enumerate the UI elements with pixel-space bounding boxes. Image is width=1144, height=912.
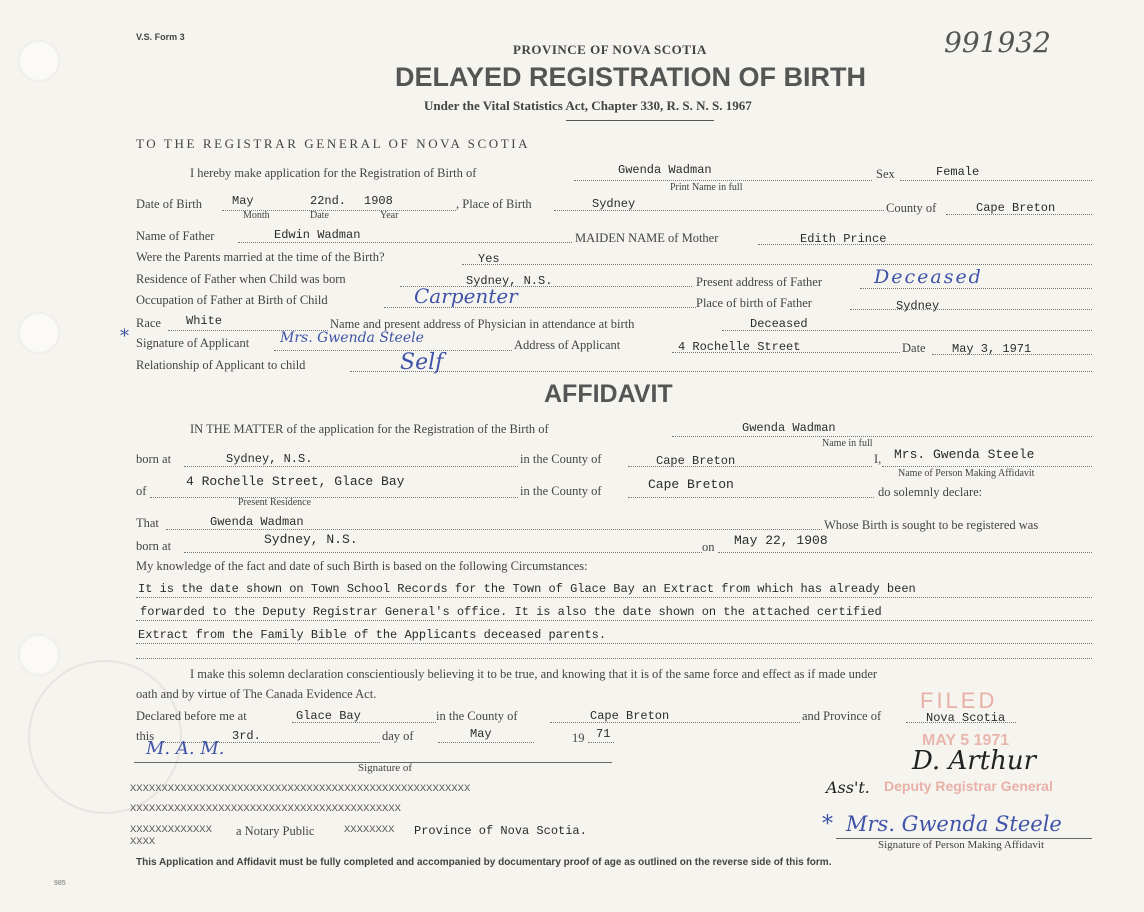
struck-line-1: XXXXXXXXXXXXXXXXXXXXXXXXXXXXXXXXXXXXXXXXXXXXXXXXXXXXXX (130, 783, 471, 795)
day-value: 3rd. (232, 729, 261, 743)
sex-label: Sex (876, 167, 895, 181)
present-address-label: Present address of Father (696, 275, 823, 289)
province-label: and Province of (802, 709, 882, 723)
form-number: V.S. Form 3 (136, 32, 185, 42)
date-label: Date (902, 341, 926, 355)
applicant-address-value: 4 Rochelle Street (678, 340, 801, 354)
married-label: Were the Parents married at the time of the Birth? (136, 250, 385, 264)
whose-birth-label: Whose Birth is sought to be registered was (824, 518, 1039, 532)
county-value: Cape Breton (976, 201, 1056, 215)
county-of-label-2: in the County of (520, 484, 602, 498)
married-value: Yes (478, 252, 500, 266)
province-heading: PROVINCE OF NOVA SCOTIA (513, 42, 707, 57)
county-value-4: Cape Breton (590, 709, 670, 723)
mother-label: MAIDEN NAME of Mother (575, 231, 719, 245)
deputy-signature: D. Arthur (912, 746, 1037, 776)
circumstance-line-3: Extract from the Family Bible of the Applicants deceased parents. (138, 628, 607, 642)
form-title: DELAYED REGISTRATION OF BIRTH (395, 62, 867, 92)
filed-stamp-deputy: Deputy Registrar General (884, 778, 1053, 794)
declare-label: do solemnly declare: (878, 485, 983, 499)
this-label: this (136, 729, 155, 743)
deponent-asterisk: * (822, 812, 833, 837)
year-value: 71 (596, 727, 611, 741)
apply-label: I hereby make application for the Registration of Birth of (190, 166, 477, 180)
month-value: May (470, 727, 492, 741)
signature-label: Signature of Applicant (136, 336, 250, 350)
notary-signature: M. A. M. (146, 738, 225, 759)
applicant-signature: Mrs. Gwenda Steele (280, 330, 424, 346)
applicant-address-label: Address of Applicant (514, 338, 621, 352)
deponent-caption: Name of Person Making Affidavit (898, 468, 1035, 479)
matter-label: IN THE MATTER of the application for the Registration of the Birth of (190, 422, 549, 436)
to-registrar-line: TO THE REGISTRAR GENERAL OF NOVA SCOTIA (136, 136, 531, 151)
born-at-label-2: born at (136, 539, 172, 553)
application-date-value: May 3, 1971 (952, 342, 1032, 356)
race-value: White (186, 314, 223, 328)
born-at-label: born at (136, 452, 172, 466)
residence-caption: Present Residence (238, 497, 312, 508)
subtitle-rule (566, 120, 714, 121)
that-name-value: Gwenda Wadman (210, 515, 304, 529)
physician-label: Name and present address of Physician in attendance at birth (330, 317, 635, 331)
occupation-label: Occupation of Father at Birth of Child (136, 293, 328, 307)
father-birthplace-label: Place of birth of Father (696, 296, 812, 310)
struck-line-3: XXXXXXXXXXXXX (130, 824, 212, 836)
filed-stamp-date: MAY 5 1971 (922, 732, 1010, 749)
sex-value: Female (936, 165, 980, 179)
dob-label: Date of Birth (136, 197, 202, 211)
deponent-signature: Mrs. Gwenda Steele (846, 812, 1062, 836)
notary-public-label: a Notary Public (236, 824, 315, 838)
i-label: I, (874, 452, 882, 466)
affidavit-heading: AFFIDAVIT (544, 380, 673, 408)
occupation-value: Carpenter (414, 284, 518, 308)
county-value-2: Cape Breton (656, 454, 736, 468)
residence-label: Residence of Father when Child was born (136, 272, 346, 286)
present-address-value: Deceased (874, 266, 983, 288)
affidavit-name-value: Gwenda Wadman (742, 421, 836, 435)
race-label: Race (136, 316, 161, 330)
on-label: on (702, 540, 715, 554)
struck-line-2: XXXXXXXXXXXXXXXXXXXXXXXXXXXXXXXXXXXXXXXXXXX (130, 803, 401, 815)
date-caption: Date (310, 210, 329, 221)
name-caption: Name in full (822, 438, 873, 449)
year-caption: Year (380, 210, 399, 221)
deponent-value: Mrs. Gwenda Steele (894, 447, 1035, 462)
circumstance-line-2: forwarded to the Deputy Registrar General's office. It is also the date shown on the attached certified (140, 605, 882, 619)
solemn-line-1: I make this solemn declaration conscientiously believing it to be true, and knowing that it is of the same force and effect as if made under (190, 667, 878, 681)
year-prefix: 19 (572, 731, 585, 745)
child-name-value: Gwenda Wadman (618, 163, 712, 177)
solemn-line-2: oath and by virtue of The Canada Evidence Act. (136, 687, 377, 701)
print-name-caption: Print Name in full (670, 182, 743, 193)
county-of-label-3: in the County of (436, 709, 518, 723)
place-label: , Place of Birth (456, 197, 532, 211)
punch-hole-middle (18, 312, 60, 354)
relationship-label: Relationship of Applicant to child (136, 358, 306, 372)
county-value-3: Cape Breton (648, 477, 734, 492)
born-at-value: Sydney, N.S. (226, 452, 313, 466)
dob-month-value: May (232, 194, 254, 208)
born-at-value-2: Sydney, N.S. (264, 532, 358, 547)
notary-province: Province of Nova Scotia. (414, 824, 587, 838)
month-caption: Month (243, 210, 270, 221)
mother-value: Edith Prince (800, 232, 887, 246)
that-label: That (136, 516, 159, 530)
father-label: Name of Father (136, 229, 215, 243)
form-subtitle: Under the Vital Statistics Act, Chapter 330, R. S. N. S. 1967 (424, 98, 752, 113)
declared-place-value: Glace Bay (296, 709, 361, 723)
filed-stamp: FILED (920, 688, 998, 713)
signature-of-label: Signature of (358, 762, 413, 774)
asst-label: Ass't. (826, 778, 870, 797)
dob-year-value: 1908 (364, 194, 393, 208)
relationship-value: Self (400, 350, 444, 375)
father-value: Edwin Wadman (274, 228, 361, 242)
punch-hole-bottom (18, 634, 60, 676)
footer-code: 985 (54, 880, 66, 887)
province-value: Nova Scotia (926, 711, 1006, 725)
footer-note: This Application and Affidavit must be fully completed and accompanied by documentary proof of age as outlined on the reverse side of this form. (136, 857, 832, 868)
deponent-signature-caption: Signature of Person Making Affidavit (878, 839, 1044, 851)
struck-line-4: XXXXXXXX (344, 824, 395, 836)
declared-label: Declared before me at (136, 709, 247, 723)
punch-hole-top (18, 40, 60, 82)
on-date-value: May 22, 1908 (734, 533, 828, 548)
county-of-label: in the County of (520, 452, 602, 466)
county-label: County of (886, 201, 937, 215)
physician-value: Deceased (750, 317, 808, 331)
circumstance-line-1: It is the date shown on Town School Records for the Town of Glace Bay an Extract from which has already been (138, 582, 916, 596)
place-value: Sydney (592, 197, 636, 211)
struck-line-5: XXXX (130, 836, 156, 848)
of-label: of (136, 484, 147, 498)
father-birthplace-value: Sydney (896, 299, 940, 313)
registration-number: 991932 (944, 26, 1051, 59)
day-of-label: day of (382, 729, 414, 743)
residence-value: Sydney, N.S. (466, 274, 553, 288)
dob-date-value: 22nd. (310, 194, 347, 208)
applicant-asterisk: * (120, 326, 129, 347)
residence-value-2: 4 Rochelle Street, Glace Bay (186, 474, 405, 489)
knowledge-label: My knowledge of the fact and date of such Birth is based on the following Circumstances: (136, 559, 588, 573)
